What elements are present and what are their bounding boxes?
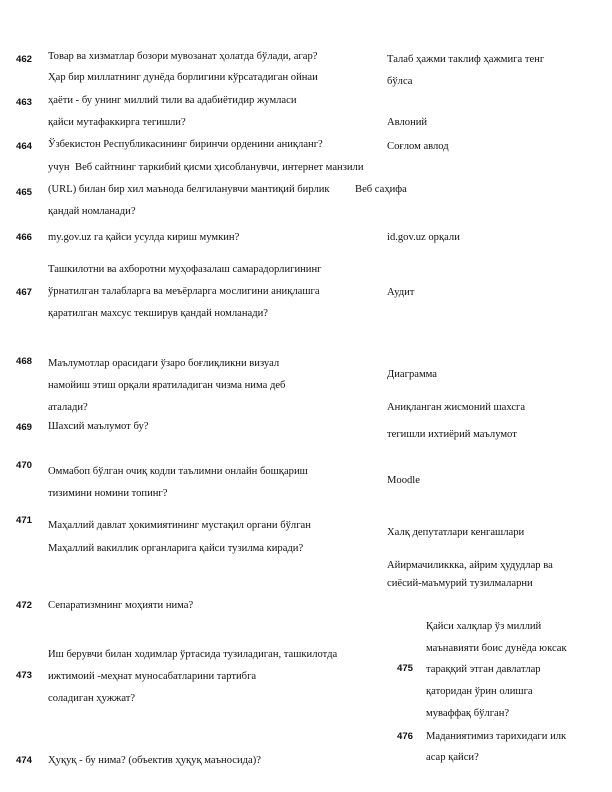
answer-text: Диаграмма xyxy=(387,369,437,380)
answer-text: Moodle xyxy=(387,475,420,486)
question-text: Веб сайтнинг таркибий қисми ҳисобланувчи, интернет манзили xyxy=(75,162,364,173)
question-text: (URL) билан бир хил маънода белгиланувчи мантиқий бирлик xyxy=(48,184,330,195)
question-text: Қайси халқлар ўз миллий xyxy=(426,621,542,632)
question-text: муваффақ бўлган? xyxy=(426,708,510,719)
question-text: қаторидан ўрин олишга xyxy=(426,686,533,697)
question-text: Шахсий маълумот бу? xyxy=(48,421,149,432)
question-number: 472 xyxy=(16,600,33,611)
answer-text: Халқ депутатлари кенгашлари xyxy=(387,527,525,538)
question-text: Сепаратизмнинг моҳияти нима? xyxy=(48,600,194,611)
question-text: тараққий этган давлатлар xyxy=(426,664,541,675)
question-text: соладиган ҳужжат? xyxy=(48,693,136,704)
question-number: 466 xyxy=(16,232,33,243)
answer-text: бўлса xyxy=(387,76,413,87)
question-number: 468 xyxy=(16,356,33,367)
answer-text: сиёсий-маъмурий тузилмаларни xyxy=(387,578,533,589)
question-text: Маҳаллий вакиллик органларига қайси тузилма киради? xyxy=(48,543,304,554)
question-number: 463 xyxy=(16,97,33,108)
question-number: 471 xyxy=(16,515,33,526)
answer-text: Аниқланган жисмоний шахсга xyxy=(387,402,526,413)
answer-text: Аудит xyxy=(387,287,415,298)
question-number: 465 xyxy=(16,187,33,198)
question-text: ҳаёти - бу унинг миллий тили ва адабиётидир жумласи xyxy=(48,95,297,106)
answer-text: Айирмачиликкка, айрим ҳудудлар ва xyxy=(387,560,553,571)
question-number: 476 xyxy=(397,731,414,742)
question-text: Товар ва хизматлар бозори мувозанат ҳолатда бўлади, агар? xyxy=(48,51,318,62)
question-text: Маҳаллий давлат ҳокимиятининг мустақил органи бўлган xyxy=(48,520,311,531)
question-number: 470 xyxy=(16,460,33,471)
question-text: Маданиятимиз тарихидаги илк xyxy=(426,731,567,742)
question-text: ижтимоий -меҳнат муносабатларини тартибга xyxy=(48,671,257,682)
question-text: аталади? xyxy=(48,402,88,413)
answer-text: Соғлом авлод xyxy=(387,141,449,152)
question-text: маънавияти боис дунёда юксак xyxy=(426,643,567,654)
question-text: Оммабоп бўлган очиқ кодли таълимни онлайн бошқариш xyxy=(48,466,308,477)
question-text: қайси мутафаккирга тегишли? xyxy=(48,117,186,128)
question-number: 475 xyxy=(397,663,414,674)
question-text: қаратилган махсус текширув қандай номланади? xyxy=(48,308,268,319)
question-text: Ташкилотни ва ахборотни муҳофазалаш самарадорлигининг xyxy=(48,264,322,275)
question-text: Ўзбекистон Республикасининг биринчи орденини аниқланг? xyxy=(48,139,323,150)
answer-text: Авлоний xyxy=(387,117,428,128)
question-number: 469 xyxy=(16,422,33,433)
question-number: 473 xyxy=(16,670,33,681)
answer-text: Веб саҳифа xyxy=(355,184,407,195)
question-text: қандай номланади? xyxy=(48,206,136,217)
question-text: Ҳуқуқ - бу нима? (объектив ҳуқуқ маъносида)? xyxy=(48,755,261,766)
question-text: асар қайси? xyxy=(426,752,479,763)
question-text: тизимини номини топинг? xyxy=(48,488,168,499)
question-text: намойиш этиш орқали яратиладиган чизма нима деб xyxy=(48,380,286,391)
question-text: Маълумотлар орасидаги ўзаро боғлиқликни визуал xyxy=(48,358,280,369)
question-number: 464 xyxy=(16,141,33,152)
answer-text: тегишли ихтиёрий маълумот xyxy=(387,429,517,440)
question-number: 462 xyxy=(16,54,33,65)
question-text: my.gov.uz га қайси усулда кириш мумкин? xyxy=(48,232,240,243)
question-text: ўрнатилган талабларга ва меъёрларга мослигини аниқлашга xyxy=(48,286,320,297)
question-text: учун xyxy=(48,162,70,173)
question-text: Ҳар бир миллатнинг дунёда борлигини кўрсатадиган ойнаи xyxy=(48,72,318,83)
answer-text: Талаб ҳажми таклиф ҳажмига тенг xyxy=(387,54,545,65)
question-text: Иш берувчи билан ходимлар ўртасида тузиладиган, ташкилотда xyxy=(48,649,338,660)
question-number: 467 xyxy=(16,287,33,298)
question-number: 474 xyxy=(16,755,33,766)
answer-text: id.gov.uz орқали xyxy=(387,232,460,243)
